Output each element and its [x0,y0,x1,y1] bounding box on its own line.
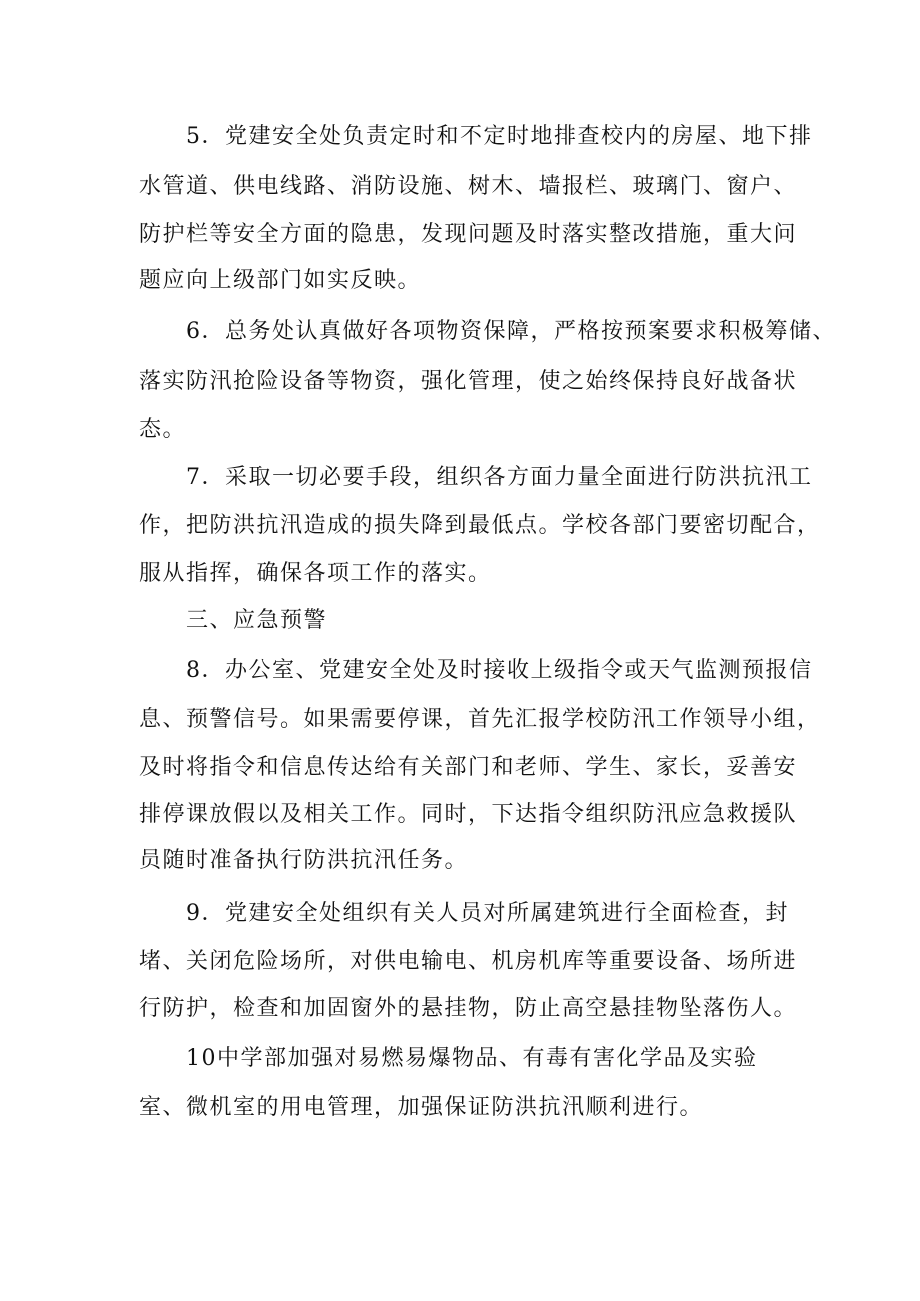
paragraph-10-line-1: 10中学部加强对易燃易爆物品、有毒有害化学品及实验 [186,1046,758,1071]
paragraph-9-line-1: 9．党建安全处组织有关人员对所属建筑进行全面检查，封 [186,901,789,926]
paragraph-5-line-2: 水管道、供电线路、消防设施、树木、墙报栏、玻璃门、窗户、 [139,174,798,199]
paragraph-6-line-3: 态。 [139,417,187,442]
paragraph-8-line-1: 8．办公室、党建安全处及时接收上级指令或天气监测预报信 [186,658,813,683]
paragraph-7-line-3: 服从指挥，确保各项工作的落实。 [139,561,492,586]
paragraph-10-line-2: 室、微机室的用电管理，加强保证防洪抗汛顺利进行。 [139,1095,704,1120]
paragraph-8-line-3: 及时将指令和信息传达给有关部门和老师、学生、家长，妥善安 [139,755,798,780]
paragraph-5-line-1: 5．党建安全处负责定时和不定时地排查校内的房屋、地下排 [186,124,813,149]
paragraph-6-line-1: 6．总务处认真做好各项物资保障，严格按预案要求积极筹储、 [186,319,836,344]
paragraph-8-line-5: 员随时准备执行防洪抗汛任务。 [139,848,469,873]
paragraph-9-line-3: 行防护，检查和加固窗外的悬挂物，防止高空悬挂物坠落伤人。 [139,996,798,1021]
paragraph-8-line-2: 息、预警信号。如果需要停课，首先汇报学校防汛工作领导小组， [139,707,821,732]
paragraph-8-line-4: 排停课放假以及相关工作。同时，下达指令组织防汛应急救援队 [139,802,798,827]
paragraph-9-line-2: 堵、关闭危险场所，对供电输电、机房机库等重要设备、场所进 [139,949,798,974]
section-heading-emergency-warning: 三、应急预警 [186,608,328,633]
paragraph-7-line-2: 作，把防洪抗汛造成的损失降到最低点。学校各部门要密切配合， [139,513,821,538]
paragraph-6-line-2: 落实防汛抢险设备等物资，强化管理，使之始终保持良好战备状 [139,369,798,394]
paragraph-7-line-1: 7．采取一切必要手段，组织各方面力量全面进行防洪抗汛工 [186,465,813,490]
paragraph-5-line-3: 防护栏等安全方面的隐患，发现问题及时落实整改措施，重大问 [139,222,798,247]
paragraph-5-line-4: 题应向上级部门如实反映。 [139,268,422,293]
